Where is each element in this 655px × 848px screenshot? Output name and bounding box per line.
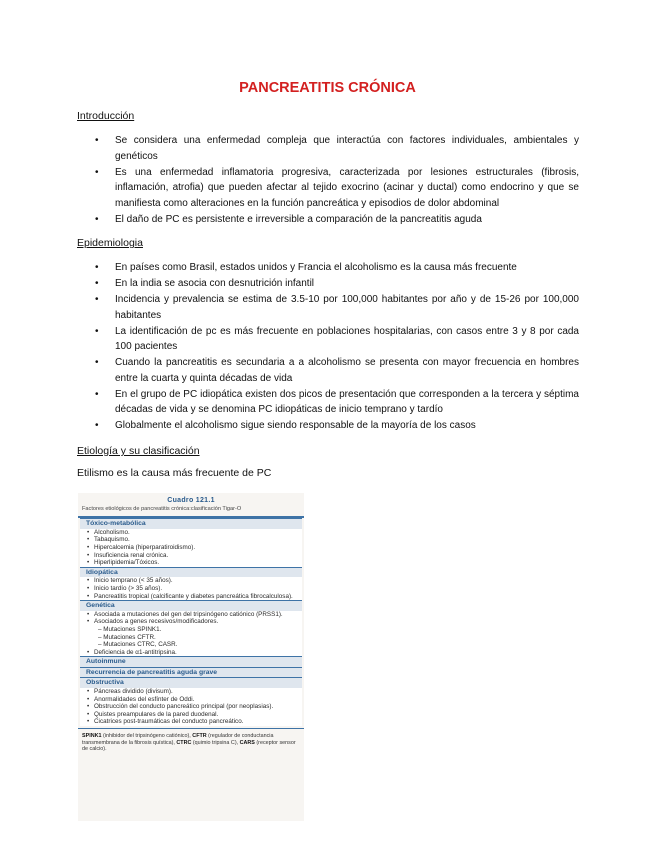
bullet-icon: • [95, 278, 99, 289]
category-label: Obstructiva [80, 677, 302, 688]
table-item: • Obstrucción del conducto pancreático principal (por neoplasias). [87, 703, 274, 711]
figure-header [78, 493, 304, 505]
intro-list [77, 133, 579, 228]
table-item: • Hipercalcemia (hiperparatiroidismo). [87, 543, 196, 551]
table-item: • Pancreatitis tropical (calcificante y diabetes pancreática fibrocalculosa). [87, 592, 293, 600]
table-subitem: – Mutaciones CFTR. [98, 633, 156, 641]
epidemiology-list [77, 260, 579, 434]
figure-subtitle: Factores etiológicos de pancreatitis crónica:clasificación Tigar-O [78, 505, 304, 519]
table-item: • Anormalidades del esfínter de Oddi. [87, 695, 195, 703]
section-heading-intro: Introducción [77, 110, 135, 122]
category-recurrence [80, 667, 302, 678]
bullet-icon: • [95, 357, 99, 368]
section-heading-etiology: Etiología y su clasificación [77, 445, 200, 457]
bullet-icon: • [95, 420, 99, 431]
category-genetic [80, 600, 302, 656]
etiology-statement: Etilismo es la causa más frecuente de PC [77, 467, 272, 479]
table-item: • Deficiencia de α1-antitripsina. [87, 648, 177, 656]
list-item: • Cuando la pancreatitis es secundaria a a alcoholismo se presenta con mayor frecuencia en hombres entre la cuarta y quinta décadas de vida [95, 357, 579, 384]
bullet-icon: • [95, 166, 99, 178]
category-idiopathic [80, 567, 302, 600]
figure-number: Cuadro 121.1 [167, 497, 215, 504]
table-item: • Tabaquismo. [87, 536, 130, 544]
bullet-icon: • [95, 294, 99, 305]
list-item: • Se considera una enfermedad compleja que interactúa con factores individuales, ambientales y genéticos [95, 135, 579, 162]
figure-footnote: SPINK1 (inhibidor del tripsinógeno catiónico), CFTR (regulador de conductancia transmembrana de la fibrosis quística), CTRC (quimio tripsina C), CARS (receptor sensor de calcio). [78, 728, 304, 753]
category-label: Recurrencia de pancreatitis aguda grave [80, 667, 302, 678]
bullet-icon: • [95, 135, 99, 146]
section-heading-epidemiology: Epidemiologia [77, 237, 143, 249]
table-subitem: – Mutaciones CTRC, CASR. [98, 641, 178, 649]
list-item: • En la india se asocia con desnutrición infantil [77, 276, 579, 292]
page-title: PANCREATITIS CRÓNICA [239, 80, 416, 96]
bullet-icon: • [95, 325, 99, 337]
category-obstructive [80, 677, 302, 726]
table-item: • Páncreas dividido (divisum). [87, 688, 173, 696]
list-item: • Globalmente el alcoholismo sigue siendo responsable de la mayoría de los casos [77, 418, 579, 434]
table-subitem: – Mutaciones SPINK1. [98, 625, 162, 633]
table-item: • Insuficiencia renal crónica. [87, 551, 169, 559]
bullet-icon: • [95, 213, 99, 225]
category-label: Genética [80, 600, 302, 611]
table-item: • Asociados a genes recesivos/modificadores. [87, 618, 219, 626]
category-label: Autoinmune [80, 656, 302, 667]
category-label: Idiopática [80, 567, 302, 578]
table-item: • Inicio temprano (< 35 años). [87, 577, 173, 585]
table-item: • Quistes preampulares de la pared duodenal. [87, 710, 219, 718]
list-item: • Es una enfermedad inflamatoria progresiva, caracterizada por lesiones estructurales (fibrosis, inflamación, atrofia) que pueden afectar al tejido exocrino (acinar y ductal) como endocrino y que se manifiesta como alteraciones en la función pancreática y episodios de dolor abdominal [95, 166, 579, 209]
list-item: • En el grupo de PC idiopática existen dos picos de presentación que corresponden a la tercera y séptima décadas de vida y se denomina PC idiopáticas de inicio temprano y tardío [95, 388, 579, 415]
table-item: • Hiperlipidemia/Tóxicos. [87, 559, 160, 567]
table-item: • Inicio tardío (> 35 años). [87, 584, 163, 592]
table-item: • Cicatrices post-traumáticas del conducto pancreático. [87, 718, 244, 726]
table-item: • Alcoholismo. [87, 528, 130, 536]
table-item: • Asociada a mutaciones del gen del tripsinógeno catiónico (PRSS1). [87, 610, 283, 618]
category-toxic [80, 518, 302, 567]
bullet-icon: • [95, 388, 99, 400]
list-item: • Incidencia y prevalencia se estima de 3.5-10 por 100,000 habitantes por año y de 15-26 por 100,000 habitantes [95, 294, 579, 321]
category-label: Tóxico-metabólica [80, 518, 302, 529]
list-item: • El daño de PC es persistente e irreversible a comparación de la pancreatitis aguda [77, 212, 579, 228]
category-autoimmune [80, 656, 302, 667]
bullet-icon: • [95, 262, 99, 273]
list-item: • En países como Brasil, estados unidos y Francia el alcoholismo es la causa más frecuente [77, 260, 579, 276]
list-item: • La identificación de pc es más frecuente en poblaciones hospitalarias, con casos entre 3 y 8 por cada 100 pacientes [95, 325, 579, 352]
etiology-table-figure [78, 493, 304, 821]
